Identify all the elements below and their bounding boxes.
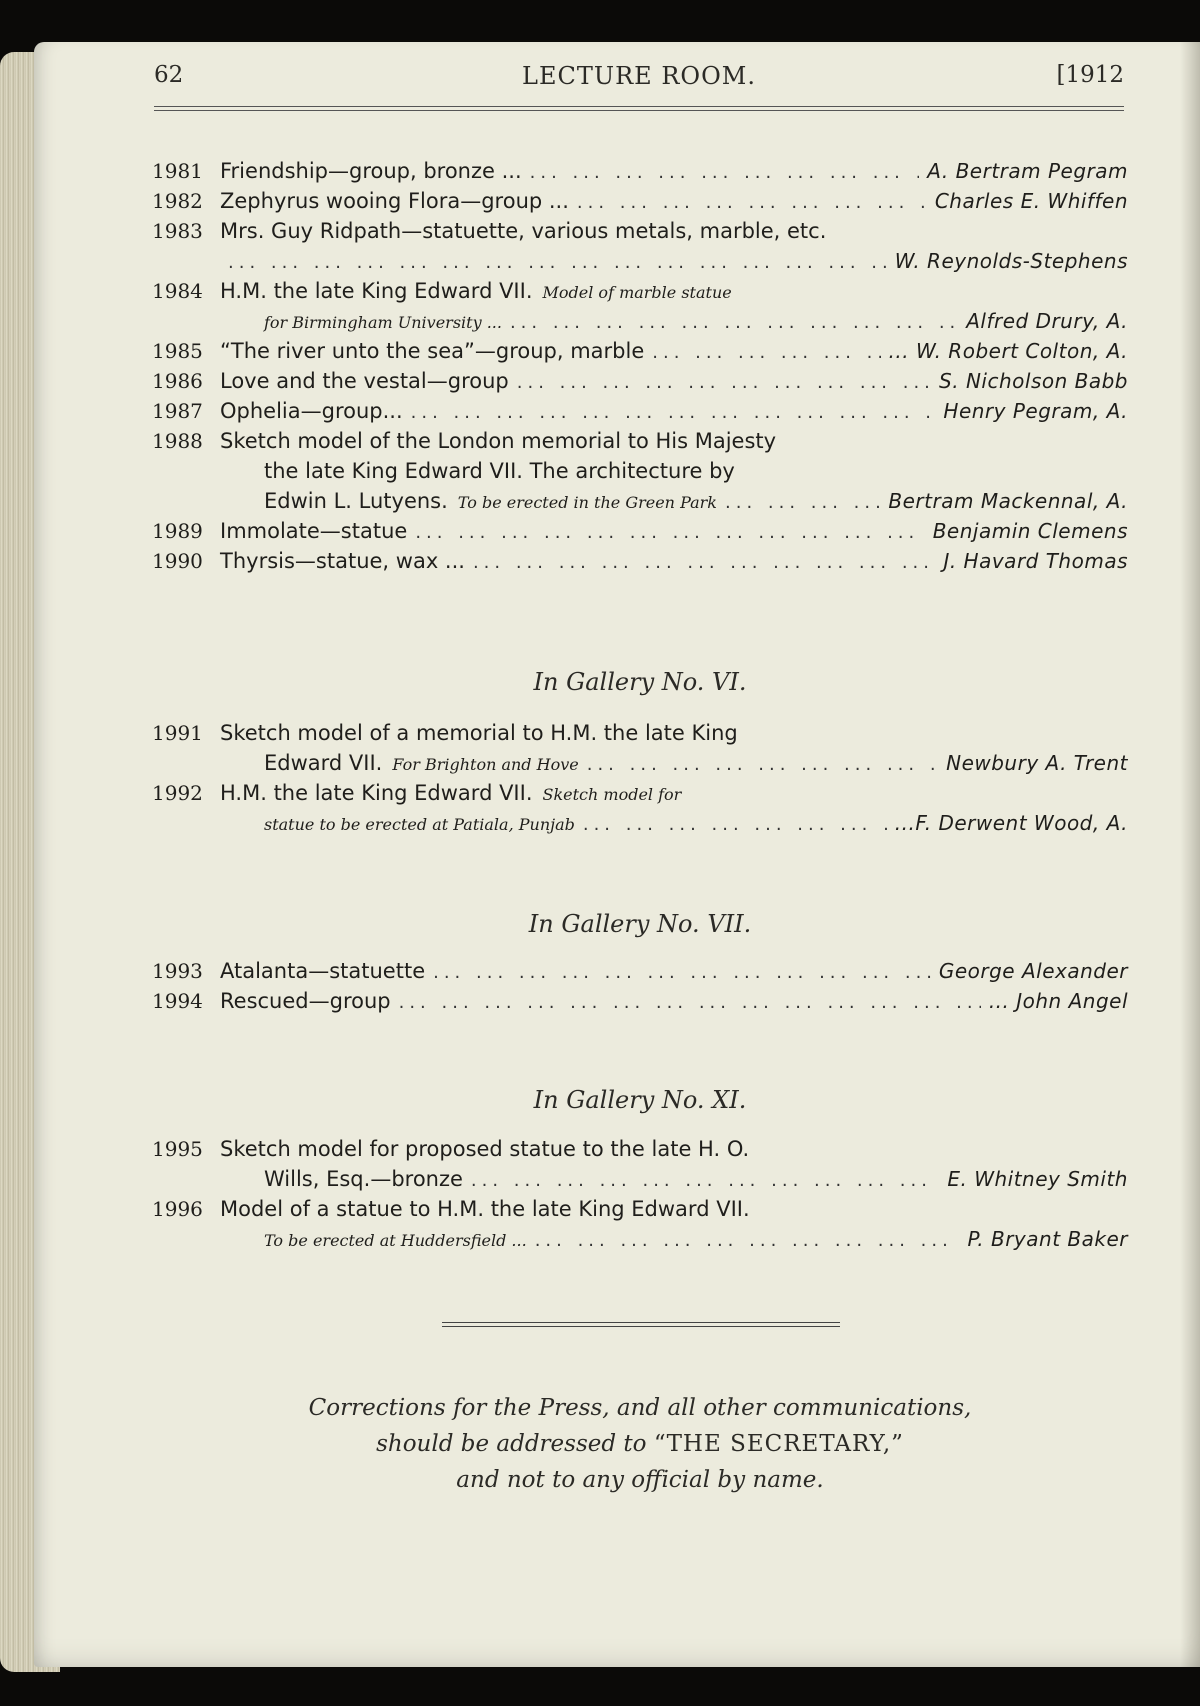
leader-dots [725,488,880,518]
entry-line [152,486,1128,516]
entry-note: statue to be erected at Patiala, Punjab [264,815,575,834]
entry-line [152,546,1128,576]
catalogue-entry [152,956,1128,986]
leader-dots [399,988,981,1018]
page-title: LECTURE ROOM. [522,62,756,90]
entry-line [152,246,1128,276]
leader-dots [471,1166,939,1196]
entry-note: To be erected in the Green Park [457,493,717,512]
entry-line [152,396,1128,426]
notice-line-2-text: should be addressed to [376,1431,647,1457]
entry-line [152,808,1128,838]
catalogue-number: 1992 [152,781,203,805]
catalogue-number: 1982 [152,189,203,213]
leader-dots [433,958,931,988]
entry-title: Friendship—group, bronze ... [220,159,522,183]
entry-line [152,1224,1128,1254]
catalogue-entry [152,986,1128,1016]
entry-line [152,426,1128,456]
entry-line [152,216,1128,246]
gallery-xi-heading: In Gallery No. XI. [533,1086,747,1114]
press-notice [152,1390,1128,1498]
running-header [154,62,1124,102]
catalogue-number: 1996 [152,1197,203,1221]
catalogue-number: 1986 [152,369,203,393]
section-divider [442,1322,840,1327]
entry-line [152,748,1128,778]
leader-dots [415,518,924,548]
catalogue-entry [152,186,1128,216]
catalogue-entry [152,336,1128,366]
leader-dots [577,188,927,218]
catalogue-section-gallery-vi [152,718,1128,838]
leader-dots [517,368,931,398]
entry-title: Sketch model for proposed statue to the late H. O. [220,1137,750,1161]
page-number: 62 [154,62,184,88]
entry-title: Sketch model of the London memorial to His Majesty [220,429,777,453]
header-year: [1912 [1056,62,1124,88]
catalogue-number: 1987 [152,399,203,423]
artist-name: ... W. Robert Colton, A. [888,339,1128,363]
entry-title: Sketch model of a memorial to H.M. the late King [220,721,738,745]
entry-note: Model of marble statue [542,283,732,302]
entry-title: “The river unto the sea”—group, marble [220,339,645,363]
entry-title: Ophelia—group... [220,399,403,423]
entry-line [152,456,1128,486]
artist-name: W. Reynolds-Stephens [894,249,1128,273]
entry-title: the late King Edward VII. The architecture by [264,459,735,483]
entry-line [152,956,1128,986]
entry-title: Love and the vestal—group [220,369,509,393]
notice-line-3: and not to any official by name. [456,1467,824,1493]
leader-dots [530,158,920,188]
entry-title: H.M. the late King Edward VII. [220,279,533,303]
entry-line [152,336,1128,366]
gallery-vii-heading: In Gallery No. VII. [528,910,752,938]
entry-line [152,276,1128,306]
gallery-vi-heading: In Gallery No. VI. [533,668,747,696]
leader-dots [228,248,887,278]
entry-note: for Birmingham University ... [264,313,502,332]
artist-name: Bertram Mackennal, A. [888,489,1128,513]
leader-dots [473,548,935,578]
leader-dots [510,308,958,338]
leader-dots [587,750,938,780]
entry-note: For Brighton and Hove [392,755,579,774]
catalogue-number: 1984 [152,279,203,303]
catalogue-number: 1981 [152,159,203,183]
catalogue-number: 1994 [152,989,203,1013]
catalogue-number: 1991 [152,721,203,745]
entry-line [152,778,1128,808]
entry-note: Sketch model for [542,785,682,804]
notice-line-1: Corrections for the Press, and all other communications, [308,1395,972,1421]
entry-title: H.M. the late King Edward VII. [220,781,533,805]
leader-dots [535,1226,960,1256]
catalogue-number: 1989 [152,519,203,543]
artist-name: Henry Pegram, A. [943,399,1128,423]
artist-name: Newbury A. Trent [946,751,1128,775]
catalogue-number: 1983 [152,219,203,243]
artist-name: Benjamin Clemens [932,519,1128,543]
entry-line [152,366,1128,396]
catalogue-entry [152,778,1128,838]
artist-name: ... John Angel [988,989,1128,1013]
leader-dots [583,810,887,840]
artist-name: J. Havard Thomas [943,549,1128,573]
catalogue-entry [152,718,1128,778]
artist-name: E. Whitney Smith [947,1167,1128,1191]
entry-title: Edward VII. [264,751,383,775]
artist-name: George Alexander [938,959,1128,983]
catalogue-entry [152,516,1128,546]
entry-title: Mrs. Guy Ridpath—statuette, various metals, marble, etc. [220,219,827,243]
leader-dots [411,398,936,428]
entry-line [152,718,1128,748]
entry-title: Immolate—statue [220,519,408,543]
entry-title: Zephyrus wooing Flora—group ... [220,189,569,213]
entry-line [152,986,1128,1016]
notice-line-2 [152,1426,1128,1462]
artist-name: Charles E. Whiffen [934,189,1128,213]
catalogue-entry [152,426,1128,516]
catalogue-entry [152,1194,1128,1254]
catalogue-entry [152,1134,1128,1194]
catalogue-section-gallery-xi [152,1134,1128,1254]
entry-title: Rescued—group [220,989,391,1013]
catalogue-section-main [152,156,1128,576]
catalogue-number: 1985 [152,339,203,363]
catalogue-entry [152,156,1128,186]
entry-title: Thyrsis—statue, wax ... [220,549,465,573]
entry-line [152,516,1128,546]
artist-name: A. Bertram Pegram [927,159,1128,183]
header-rule [154,106,1124,111]
notice-secretary: “THE SECRETARY,” [653,1431,904,1457]
artist-name: ...F. Derwent Wood, A. [894,811,1128,835]
catalogue-entry [152,276,1128,336]
entry-line [152,1164,1128,1194]
artist-name: P. Bryant Baker [967,1227,1128,1251]
entry-title: Edwin L. Lutyens. [264,489,448,513]
catalogue-number: 1988 [152,429,203,453]
catalogue-entry [152,396,1128,426]
catalogue-entry [152,366,1128,396]
catalogue-entry [152,216,1128,276]
page-gutter-shadow [1180,42,1200,1667]
entry-line [152,306,1128,336]
entry-note: To be erected at Huddersfield ... [264,1231,527,1250]
catalogue-number: 1993 [152,959,203,983]
artist-name: Alfred Drury, A. [966,309,1128,333]
entry-title: Atalanta—statuette [220,959,426,983]
catalogue-number: 1990 [152,549,203,573]
entry-title: Wills, Esq.—bronze [264,1167,463,1191]
catalogue-number: 1995 [152,1137,203,1161]
catalogue-section-gallery-vii [152,956,1128,1016]
catalogue-entry [152,546,1128,576]
leader-dots [652,338,880,368]
entry-line [152,186,1128,216]
entry-title: Model of a statue to H.M. the late King Edward VII. [220,1197,750,1221]
entry-line [152,156,1128,186]
entry-line [152,1194,1128,1224]
entry-line [152,1134,1128,1164]
artist-name: S. Nicholson Babb [939,369,1128,393]
